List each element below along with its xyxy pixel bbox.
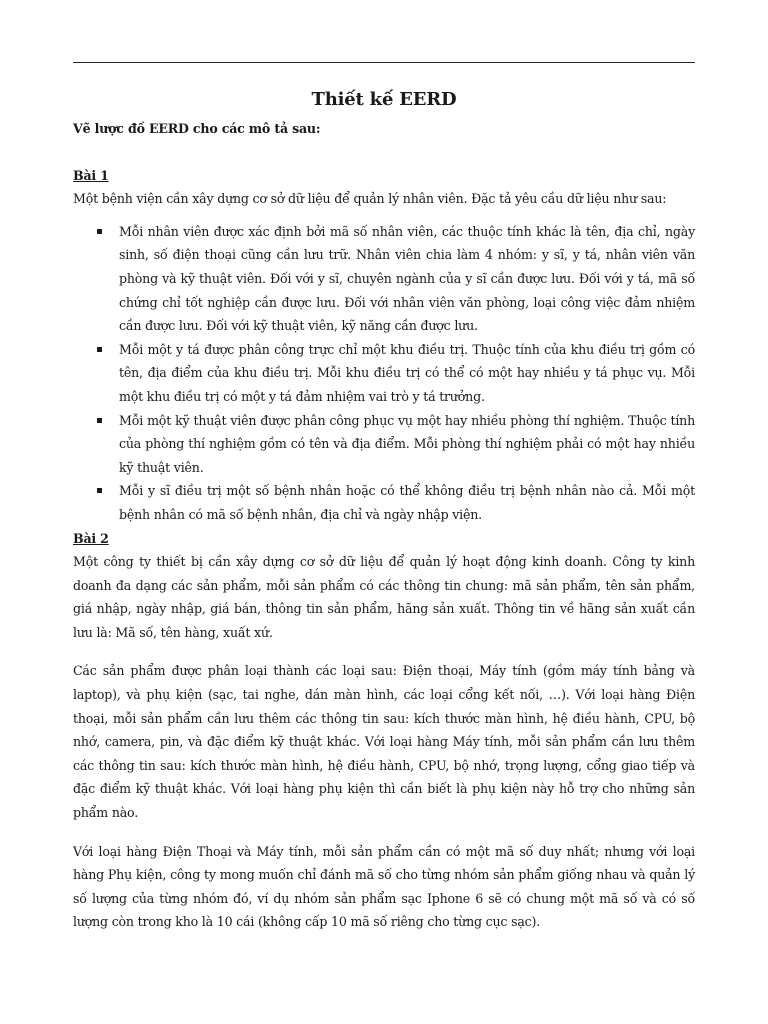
square-bullet-icon <box>97 488 102 493</box>
list-item-text: Mỗi một kỹ thuật viên được phân công phục vụ một hay nhiều phòng thí nghiệm. Thuộc tính của phòng thí nghiệm gồm có tên và địa điểm. Mỗi phòng thí nghiệm phải có một hay nhiều kỹ thuật viên. <box>119 412 695 475</box>
square-bullet-icon <box>97 418 102 423</box>
document-page <box>73 0 695 1024</box>
section-intro-bai-1: Một bệnh viện cần xây dựng cơ sở dữ liệu để quản lý nhân viên. Đặc tả yêu cầu dữ liệu như sau: <box>73 191 667 207</box>
square-bullet-icon <box>97 229 102 234</box>
document-body <box>73 86 695 934</box>
requirements-list <box>73 220 695 527</box>
list-item-text: Mỗi một y tá được phân công trực chỉ một khu điều trị. Thuộc tính của khu điều trị gồm có tên, địa điểm của khu điều trị. Mỗi khu điều trị có thể có một hay nhiều y tá phục vụ. Mỗi một khu điều trị có một y tá đảm nhiệm vai trò y tá trưởng. <box>119 341 695 404</box>
list-item <box>73 220 695 338</box>
section-heading-bai-1: Bài 1 <box>73 167 109 183</box>
header-rule <box>73 62 695 63</box>
square-bullet-icon <box>97 347 102 352</box>
document-title: Thiết kế EERD <box>311 89 457 110</box>
list-item <box>73 338 695 409</box>
paragraph: Với loại hàng Điện Thoại và Máy tính, mỗi sản phẩm cần có một mã số duy nhất; nhưng với loại hàng Phụ kiện, công ty mong muốn chỉ đánh mã số cho từng nhóm sản phẩm giống nhau và quản lý số lượng của từng nhóm đó, ví dụ nhóm sản phẩm sạc Iphone 6 sẽ có chung một mã số và có số lượng còn trong kho là 10 cái (không cấp 10 mã số riêng cho từng cục sạc). <box>73 843 695 930</box>
list-item-text: Mỗi nhân viên được xác định bởi mã số nhân viên, các thuộc tính khác là tên, địa chỉ, ngày sinh, số điện thoại cũng cần lưu trữ. Nhân viên chia làm 4 nhóm: y sĩ, y tá, nhân viên văn phòng và kỹ thuật viên. Đối với y sĩ, chuyên ngành của y sĩ cần được lưu. Đối với y tá, mã số chứng chỉ tốt nghiệp cần được lưu. Đối với nhân viên văn phòng, loại công việc đảm nhiệm cần được lưu. Đối với kỹ thuật viên, kỹ năng cần được lưu. <box>119 223 695 334</box>
document-subtitle: Vẽ lược đồ EERD cho các mô tả sau: <box>73 121 321 136</box>
paragraph: Một công ty thiết bị cần xây dựng cơ sở dữ liệu để quản lý hoạt động kinh doanh. Công ty kinh doanh đa dạng các sản phẩm, mỗi sản phẩm có các thông tin chung: mã sản phẩm, tên sản phẩm, giá nhập, ngày nhập, giá bán, thông tin sản phẩm, hãng sản xuất. Thông tin về hãng sản xuất cần lưu là: Mã số, tên hàng, xuất xứ. <box>73 554 695 640</box>
list-item <box>73 479 695 526</box>
paragraph: Các sản phẩm được phân loại thành các loại sau: Điện thoại, Máy tính (gồm máy tính bảng và laptop), và phụ kiện (sạc, tai nghe, dán màn hình, các loại cổng kết nối, …). Với loại hàng Điện thoại, mỗi sản phẩm cần lưu thêm các thông tin sau: kích thước màn hình, hệ điều hành, CPU, bộ nhớ, camera, pin, và đặc điểm kỹ thuật khác. Với loại hàng Máy tính, mỗi sản phẩm cần lưu thêm các thông tin sau: kích thước màn hình, hệ điều hành, CPU, bộ nhớ, trọng lượng, cổng giao tiếp và đặc điểm kỹ thuật khác. Với loại hàng phụ kiện thì cần biết là phụ kiện này hỗ trợ cho những sản phẩm nào. <box>73 663 695 821</box>
list-item <box>73 409 695 480</box>
section-heading-bai-2: Bài 2 <box>73 530 109 546</box>
list-item-text: Mỗi y sĩ điều trị một số bệnh nhân hoặc có thể không điều trị bệnh nhân nào cả. Mỗi một bệnh nhân có mã số bệnh nhân, địa chỉ và ngày nhập viện. <box>119 483 695 522</box>
